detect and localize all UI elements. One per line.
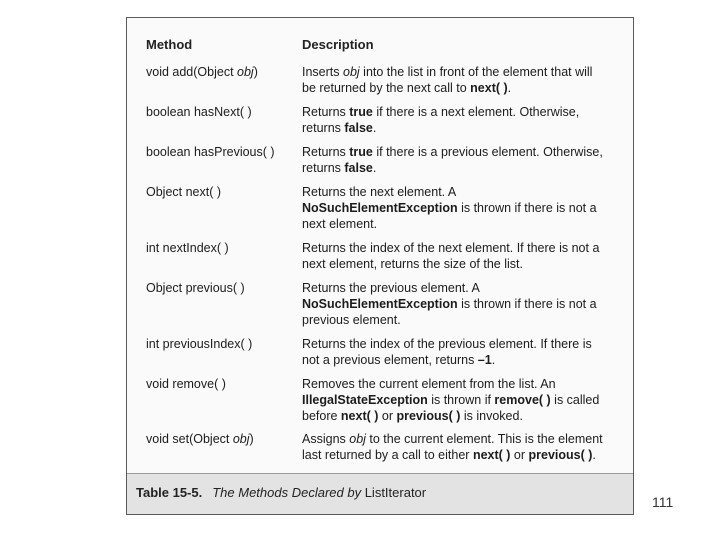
description-cell: Inserts obj into the list in front of the element that will be returned by the next call to next( ). xyxy=(302,65,593,95)
method-cell: void add(Object obj) xyxy=(146,65,258,79)
method-cell: boolean hasPrevious( ) xyxy=(146,145,275,159)
header-method: Method xyxy=(146,37,193,52)
description-cell: Returns the next element. A NoSuchElementException is thrown if there is not a next element. xyxy=(302,185,597,231)
description-cell: Returns true if there is a next element. Otherwise, returns false. xyxy=(302,105,580,135)
description-cell: Returns the index of the previous element. If there is not a previous element, returns –1. xyxy=(302,337,592,367)
description-cell: Assigns obj to the current element. This is the element last returned by a call to either next( ) or previous( ). xyxy=(302,432,603,462)
method-cell: boolean hasNext( ) xyxy=(146,105,252,119)
method-cell: int previousIndex( ) xyxy=(146,337,253,351)
method-cell: Object previous( ) xyxy=(146,281,245,295)
table-body xyxy=(127,18,633,476)
table-caption: Table 15-5. The Methods Declared by ListIterator xyxy=(136,485,427,500)
description-cell: Removes the current element from the list. An IllegalStateException is thrown if remove( ) is called before next( ) or previous( ) is invoked. xyxy=(302,377,600,423)
description-cell: Returns the previous element. A NoSuchElementException is thrown if there is not a previous element. xyxy=(302,281,597,327)
method-cell: void remove( ) xyxy=(146,377,226,391)
header-description: Description xyxy=(302,37,374,52)
description-cell: Returns true if there is a previous element. Otherwise, returns false. xyxy=(302,145,603,175)
page-number: 111 xyxy=(652,494,674,510)
method-table xyxy=(126,17,634,515)
method-cell: int nextIndex( ) xyxy=(146,241,229,255)
method-cell: Object next( ) xyxy=(146,185,222,199)
table-caption-bar xyxy=(127,473,633,514)
description-cell: Returns the index of the next element. If there is not a next element, returns the size of the list. xyxy=(302,241,600,271)
method-cell: void set(Object obj) xyxy=(146,432,254,446)
